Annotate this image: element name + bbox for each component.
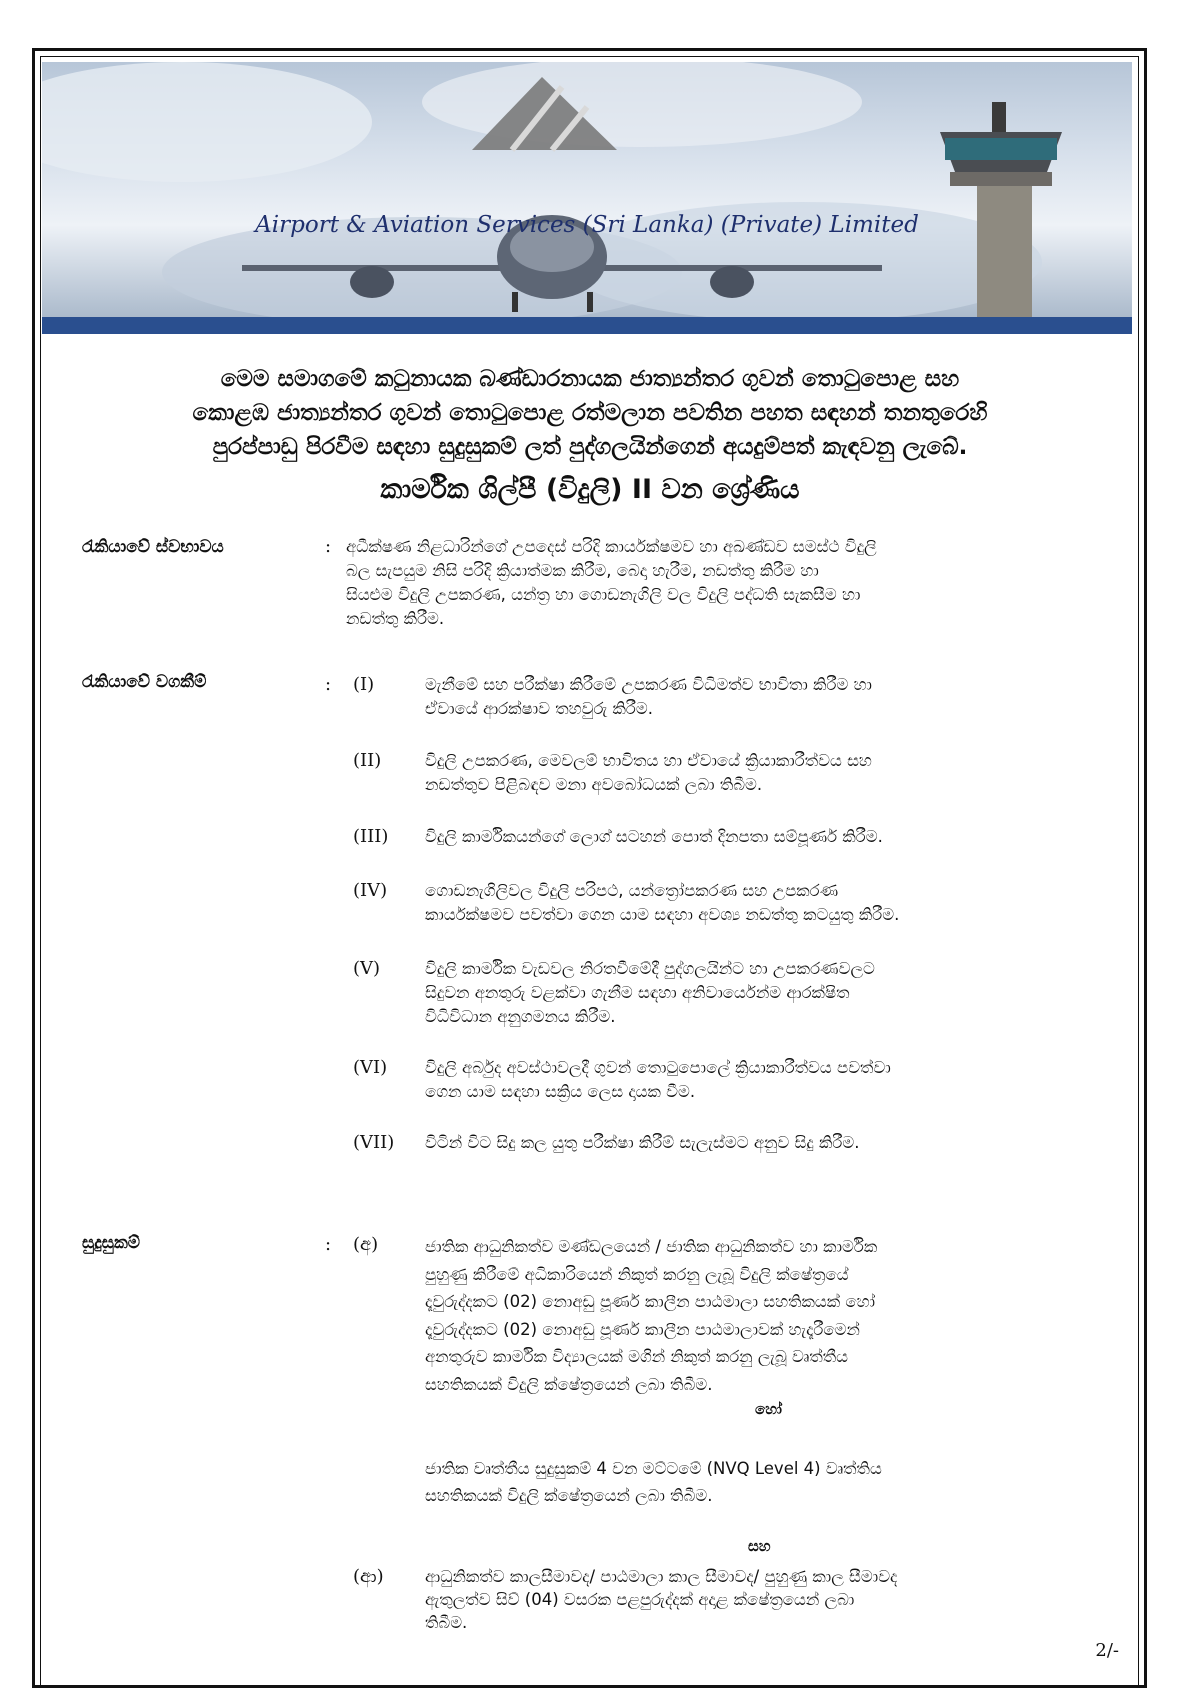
duty-text [425,1131,1131,1155]
duty-number: (VII) [353,1132,395,1153]
text-line: මැනීමේ සහ පරීක්ෂා කිරීමේ උපකරණ විධිමත්ව භාවිතා කිරීම හා [425,675,872,694]
qualification-number: (ආ) [353,1566,384,1587]
text-line: සියළුම විදුලි උපකරණ, යන්ත්‍ර හා ගොඩනැගිලි වල විදුලි පද්ධති සැකසීම හා [346,585,861,604]
duty-number: (III) [353,826,389,847]
intro-paragraph [50,362,1130,464]
text-line: තිබීම. [425,1613,468,1632]
text-line: ඇතුලත්ව සිව් (04) වසරක පළපුරුද්දක් අදාළ ක්ෂේත්‍රයෙන් ලබා [425,1590,855,1609]
position-title: කාර්මික ශිල්පී (විදුලි) II වන ශ්‍රේණිය [380,474,800,505]
text-line: දෑවුරුද්දකට (02) නොඅඩු පූර්ණ කාලීන පාඨමාලා සහතිකයක් හෝ [425,1292,876,1312]
text-line: සහතිකයක් විදුලි ක්ෂේත්‍රයෙන් ලබා තිබීම. [425,1374,713,1394]
text-line: විදුලි කාර්මික වැඩවල නිරතවීමේදී පුද්ගලයින්ට හා උපකරණවලට [425,959,875,978]
qualifications-colon: : [325,1234,332,1255]
page-continuation: 2/- [1095,1640,1119,1661]
text-line: විදුලි උපකරණ, මෙවලම් භාවිතය හා ඒවායේ ක්‍රියාකාරීත්වය සහ [425,751,872,770]
qualifications-label: සුදුසුකම් [82,1233,141,1253]
text-line: අනතුරුව කාර්මික විද්‍යාලයක් මගින් නිකුත් කරනු ලැබූ වෘත්තීය [425,1347,849,1367]
text-line: පුහුණු කිරීමේ අධිකාරියෙන් නිකුත් කරනු ලැබූ විදුලි ක්ෂේත්‍රයේ [425,1264,849,1284]
text-line: විදුලි කාර්මිකයන්ගේ ලොග් සටහන් පොත් දිනපතා සම්පූර්ණ කිරීම. [425,827,883,846]
nature-label: රැකියාවේ ස්වභාවය [82,537,224,557]
text-line: විටින් විට සිදු කල යුතු පරීක්ෂා කිරීම් සැලැස්මට අනුව සිදු කිරීම. [425,1133,860,1152]
qualification-a-text [425,1233,1131,1399]
text-line: ජාතික ආධුනිකත්ව මණ්ඩලයෙන් / ජාතික ආධුනිකත්ව හා කාර්මික [425,1237,878,1256]
text-line: ජාතික වෘත්තීය සුදුසුකම් 4 වන මට්ටමේ (NVQ Level 4) වෘත්තිය [425,1459,882,1478]
qualification-nvq-text [425,1455,1131,1509]
duty-text [425,957,1131,1029]
header-banner [42,62,1132,334]
duty-number: (VI) [353,1057,388,1078]
duty-number: (II) [353,750,382,771]
nature-colon: : [325,536,332,557]
banner-artwork [42,62,1132,334]
qualification-b-text [425,1565,1131,1634]
text-line: සහතිකයක් විදුලි ක්ෂේත්‍රයෙන් ලබා තිබීම. [425,1486,713,1505]
intro-line: පුරප්පාඩු පිරවීම සඳහා සුදුසුකම් ලත් පුද්ගලයින්ගෙන් අයදුම්පත් කැඳවනු ලැබේ. [212,434,968,460]
text-line: අධීක්ෂණ නිළධාරින්ගේ උපදෙස් පරිදි කාර්යක්ෂමව හා අඛණ්ඩව සමස්ථ විදුලි [346,537,877,556]
text-line: ගොඩනැගිලිවල විදුලි පරිපථ, යන්ත්‍රෝපකරණ සහ උපකරණ [425,881,839,900]
text-line: ආධුනිකත්ව කාලසීමාවද/ පාඨමාලා කාල සීමාවද/ පුහුණු කාල සීමාවද [425,1567,898,1586]
duty-number: (V) [353,958,381,979]
duty-text [425,879,1131,927]
or-word: හෝ [755,1400,782,1418]
duties-label: රැකියාවේ වගකීම් [82,672,207,692]
text-line: විදුලි අර්බුද අවස්ථාවලදී ගුවන් තොටුපොලේ ක්‍රියාකාරීත්වය පවත්වා [425,1058,891,1077]
text-line: නඩත්තුව පිළිබඳව මනා අවබෝධයක් ලබා තිබීම. [425,775,763,794]
duties-colon: : [325,674,332,695]
text-line: දෑවුරුද්දකට (02) නොඅඩු පූර්ණ කාලීන පාඨමාලාවක් හැදෑරීමෙන් [425,1319,860,1339]
nature-text [346,535,1131,631]
text-line: නඩත්තු කිරීම. [346,609,445,628]
text-line: ගෙන යාම සඳහා සක්‍රිය ලෙස දායක වීම. [425,1082,696,1101]
intro-line: මෙම සමාගමේ කටුනායක බණ්ඩාරනායක ජාත්‍යන්තර ගුවන් තොටුපොළ සහ [220,366,960,392]
duty-text [425,1056,1131,1104]
text-line: සිදුවන අනතුරු වළක්වා ගැනීම සඳහා අනිවාර්යෙන්ම ආරක්ෂිත [425,983,850,1002]
duty-number: (IV) [353,880,388,901]
text-line: කාර්යක්ෂමව පවත්වා ගෙන යාම සඳහා අවශ්‍ය නඩත්තු කටයුතු කිරීම. [425,905,900,924]
company-name: Airport & Aviation Services (Sri Lanka) (Private) Limited [255,212,919,238]
duty-text [425,673,1131,721]
qualification-number: (අ) [353,1234,379,1255]
text-line: ඒවායේ ආරක්ෂාව තහවුරු කිරීම. [425,699,653,718]
intro-line: කොළඹ ජාත්‍යන්තර ගුවන් තොටුපොළ රත්මලාන පවතින පහත සඳහන් තනතුරෙහි [192,400,988,426]
duty-number: (I) [353,674,375,695]
duty-text [425,825,1131,849]
and-word: සහ [748,1537,771,1555]
text-line: බල සැපයුම නිසි පරිදි ක්‍රියාත්මක කිරීම, බෙදා හැරීම, නඩත්තු කිරීම හා [346,561,819,580]
duty-text [425,749,1131,797]
text-line: විධිවිධාන අනුගමනය කිරීම. [425,1007,616,1026]
